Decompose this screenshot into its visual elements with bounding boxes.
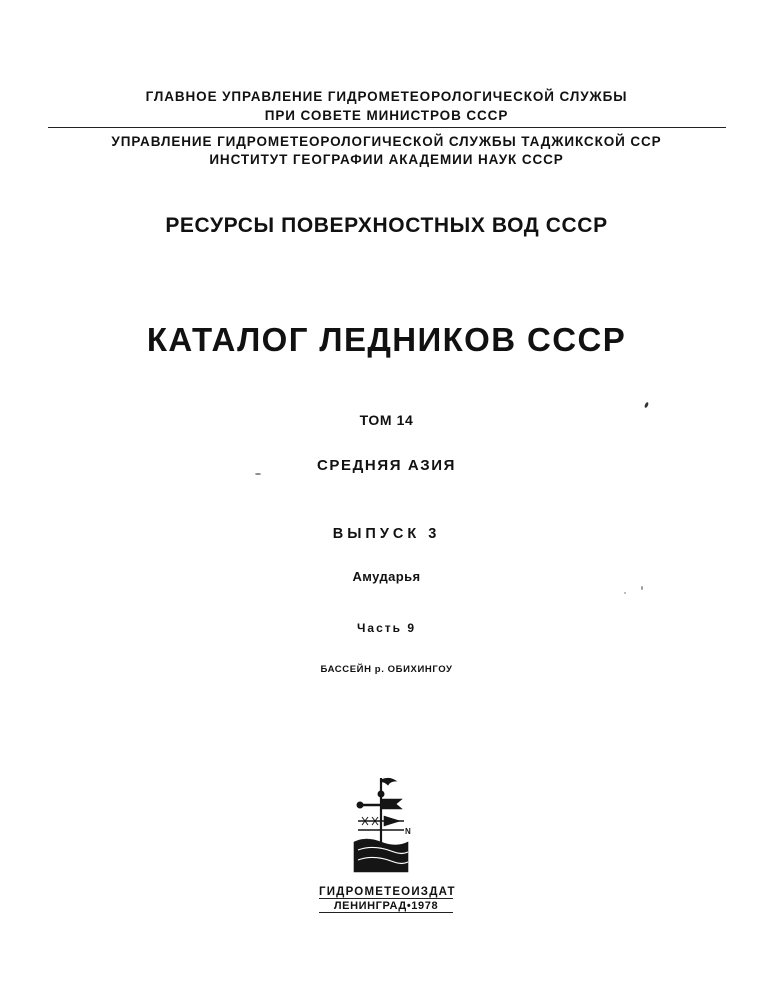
publisher-divider-bottom — [319, 912, 453, 913]
volume-label: ТОМ 14 — [359, 412, 414, 428]
publisher-divider — [319, 898, 453, 899]
emblem-letter: N — [405, 827, 411, 836]
series-title: РЕСУРСЫ ПОВЕРХНОСТНЫХ ВОД СССР — [165, 214, 608, 237]
scan-speck — [255, 473, 261, 475]
part-label: Часть 9 — [356, 621, 417, 635]
scan-speck — [624, 592, 626, 594]
publisher-name: ГИДРОМЕТЕОИЗДАТ — [319, 886, 456, 898]
header-org-line-1: ГЛАВНОЕ УПРАВЛЕНИЕ ГИДРОМЕТЕОРОЛОГИЧЕСКОЙ СЛУЖБЫ — [145, 89, 628, 104]
scan-speck — [641, 586, 643, 590]
publisher-block — [319, 886, 456, 913]
main-title: КАТАЛОГ ЛЕДНИКОВ СССР — [146, 321, 627, 358]
header-org-line-2: ПРИ СОВЕТЕ МИНИСТРОВ СССР — [264, 108, 509, 123]
scan-speck — [644, 402, 649, 409]
header-org-line-4: ИНСТИТУТ ГЕОГРАФИИ АКАДЕМИИ НАУК СССР — [209, 152, 564, 167]
region-label: СРЕДНЯЯ АЗИЯ — [316, 457, 457, 474]
weathervane-emblem-icon — [344, 772, 414, 880]
publisher-city-year: ЛЕНИНГРАД•1978 — [333, 900, 439, 912]
header-divider — [48, 127, 726, 128]
river-label: Амударья — [352, 569, 421, 584]
basin-label: БАССЕЙН р. ОБИХИНГОУ — [320, 664, 453, 675]
issue-label: ВЫПУСК 3 — [332, 526, 441, 542]
header-org-line-3: УПРАВЛЕНИЕ ГИДРОМЕТЕОРОЛОГИЧЕСКОЙ СЛУЖБЫ ТАДЖИКСКОЙ ССР — [111, 134, 662, 149]
